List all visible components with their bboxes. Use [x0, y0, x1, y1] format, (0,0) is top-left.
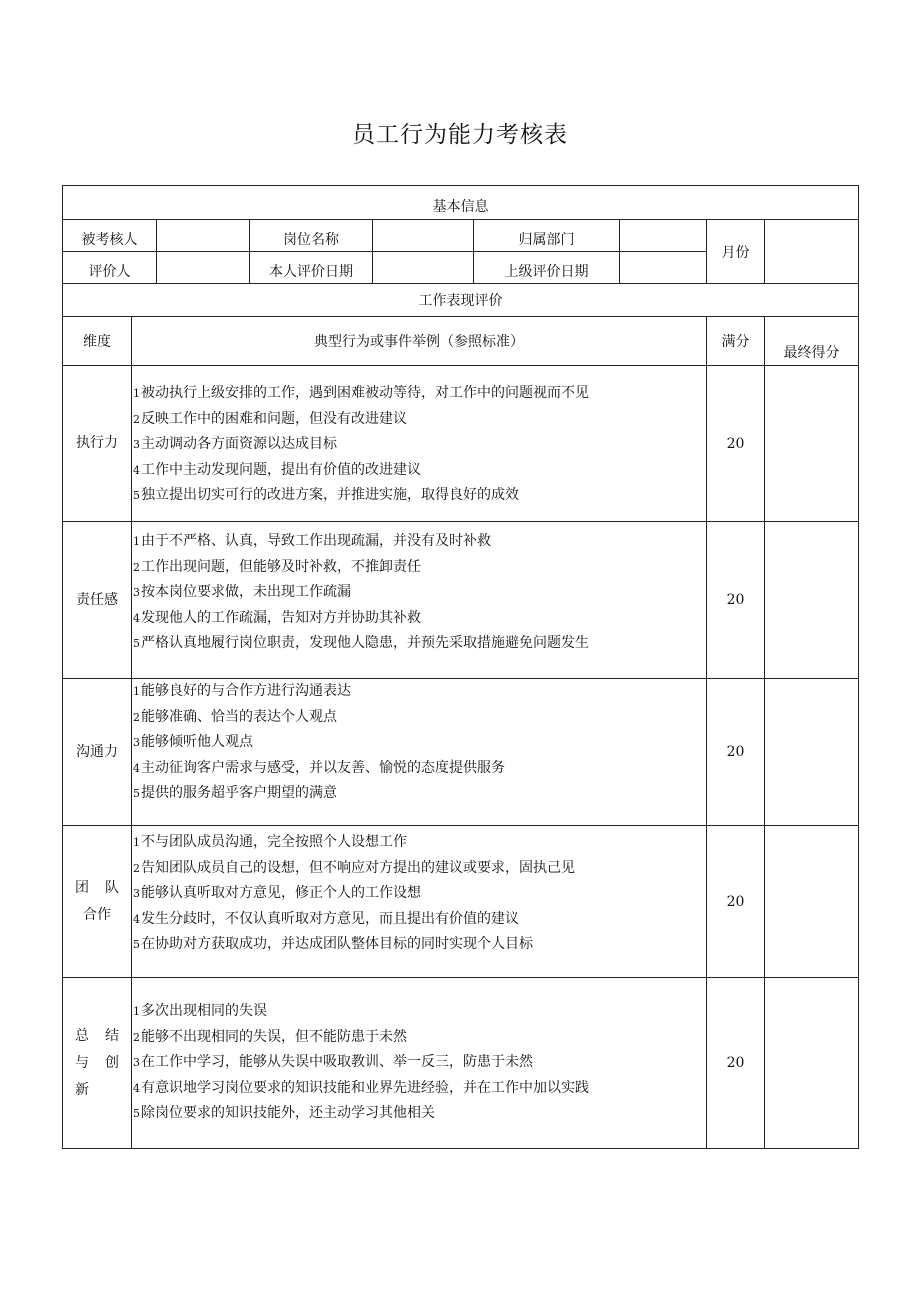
behavior-item: 2能够不出现相同的失误，但不能防患于未然 [133, 1028, 407, 1045]
dimension-column-header: 维度 [63, 317, 132, 366]
page-title: 员工行为能力考核表 [352, 122, 568, 148]
evaluatee-field[interactable] [157, 220, 250, 252]
full-score-value: 20 [707, 366, 765, 522]
final-score-field[interactable] [765, 978, 859, 1149]
dimension-cell: 责任感 [63, 522, 132, 679]
behavior-item: 5严格认真地履行岗位职责，发现他人隐患，并预先采取措施避免问题发生 [133, 635, 589, 652]
behavior-item: 4有意识地学习岗位要求的知识技能和业界先进经验，并在工作中加以实践 [133, 1079, 589, 1096]
behavior-item: 1被动执行上级安排的工作，遇到困难被动等待，对工作中的问题视而不见 [133, 385, 589, 401]
performance-heading: 工作表现评价 [63, 284, 859, 317]
behavior-item: 1不与团队成员沟通，完全按照个人设想工作 [133, 834, 407, 850]
superior-evaluation-date-field[interactable] [620, 252, 707, 284]
behavior-item: 2告知团队成员自己的设想，但不响应对方提出的建议或要求，固执己见 [133, 859, 575, 876]
dimension-cell: 执行力 [63, 366, 132, 522]
superior-evaluation-date-label: 上级评价日期 [474, 252, 620, 284]
criteria-row-teamwork [63, 826, 859, 978]
behavior-item: 1多次出现相同的失误 [133, 1003, 267, 1019]
criteria-row-execution [63, 366, 859, 522]
position-label: 岗位名称 [250, 220, 373, 252]
behavior-item: 1能够良好的与合作方进行沟通表达 [133, 683, 351, 699]
behavior-examples [132, 522, 707, 679]
final-score-field[interactable] [765, 679, 859, 826]
criteria-row-summary-innovation [63, 978, 859, 1149]
behavior-item: 4发生分歧时，不仅认真听取对方意见，而且提出有价值的建议 [133, 910, 519, 927]
self-evaluation-date-label: 本人评价日期 [250, 252, 373, 284]
evaluatee-label: 被考核人 [63, 220, 157, 252]
column-header-row [63, 317, 859, 366]
final-score-column-header: 最终得分 [765, 317, 859, 366]
behavior-examples [132, 366, 707, 522]
behavior-item: 4主动征询客户需求与感受，并以友善、愉悦的态度提供服务 [133, 759, 505, 776]
dimension-cell: 总 结 与 创 新 [63, 978, 132, 1149]
behavior-item: 3能够认真听取对方意见，修正个人的工作设想 [133, 885, 421, 902]
full-score-column-header: 满分 [707, 317, 765, 366]
month-label: 月份 [707, 220, 765, 284]
behavior-item: 5在协助对方获取成功，并达成团队整体目标的同时实现个人目标 [133, 936, 533, 953]
self-evaluation-date-field[interactable] [373, 252, 474, 284]
examples-column-header: 典型行为或事件举例（参照标准） [132, 317, 707, 366]
behavior-item: 3能够倾听他人观点 [133, 734, 253, 751]
behavior-item: 1由于不严格、认真，导致工作出现疏漏，并没有及时补救 [133, 533, 491, 549]
behavior-item: 5独立提出切实可行的改进方案，并推进实施，取得良好的成效 [133, 487, 519, 504]
behavior-examples [132, 978, 707, 1149]
behavior-item: 4发现他人的工作疏漏，告知对方并协助其补救 [133, 609, 421, 626]
behavior-examples [132, 826, 707, 978]
performance-header-row [63, 284, 859, 317]
behavior-item: 2反映工作中的困难和问题，但没有改进建议 [133, 410, 407, 427]
month-field[interactable] [765, 220, 859, 284]
evaluation-table [62, 185, 859, 1149]
behavior-item: 3主动调动各方面资源以达成目标 [133, 436, 337, 453]
position-field[interactable] [373, 220, 474, 252]
basic-info-row-1 [63, 220, 859, 252]
department-label: 归属部门 [474, 220, 620, 252]
basic-info-header-row [63, 186, 859, 220]
behavior-item: 4工作中主动发现问题，提出有价值的改进建议 [133, 461, 421, 478]
full-score-value: 20 [707, 522, 765, 679]
dimension-cell: 团 队 合作 [63, 826, 132, 978]
behavior-item: 2能够准确、恰当的表达个人观点 [133, 708, 337, 725]
criteria-row-communication [63, 679, 859, 826]
behavior-examples [132, 679, 707, 826]
behavior-item: 5提供的服务超乎客户期望的满意 [133, 785, 337, 802]
behavior-item: 3在工作中学习，能够从失误中吸取教训、举一反三，防患于未然 [133, 1054, 533, 1071]
behavior-item: 2工作出现问题，但能够及时补救，不推卸责任 [133, 558, 421, 575]
final-score-field[interactable] [765, 366, 859, 522]
final-score-field[interactable] [765, 826, 859, 978]
basic-info-heading: 基本信息 [63, 186, 859, 220]
department-field[interactable] [620, 220, 707, 252]
full-score-value: 20 [707, 978, 765, 1149]
evaluator-field[interactable] [157, 252, 250, 284]
evaluator-label: 评价人 [63, 252, 157, 284]
dimension-cell: 沟通力 [63, 679, 132, 826]
behavior-item: 5除岗位要求的知识技能外，还主动学习其他相关 [133, 1105, 435, 1122]
full-score-value: 20 [707, 826, 765, 978]
behavior-item: 3按本岗位要求做，未出现工作疏漏 [133, 584, 351, 601]
criteria-row-responsibility [63, 522, 859, 679]
final-score-field[interactable] [765, 522, 859, 679]
full-score-value: 20 [707, 679, 765, 826]
